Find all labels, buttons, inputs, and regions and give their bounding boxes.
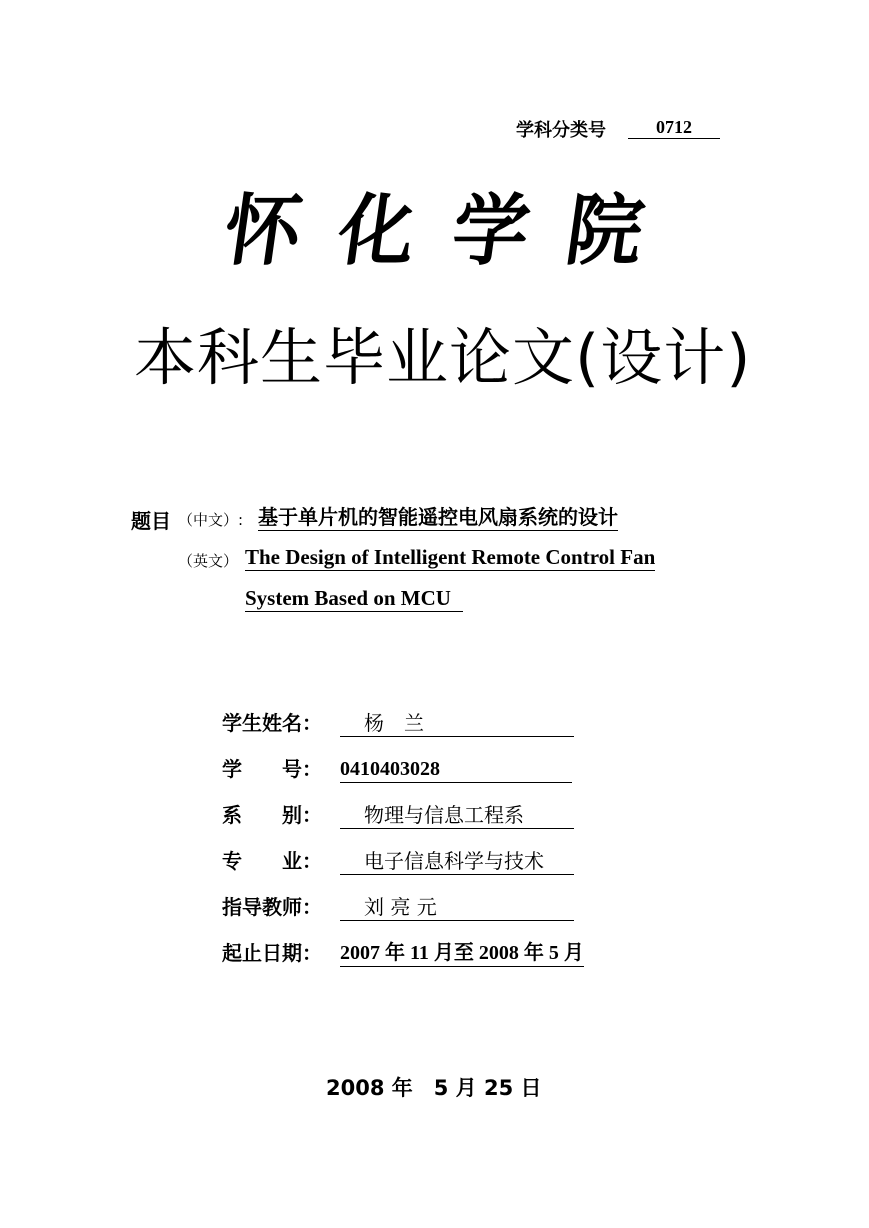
- topic-cn-tag: （中文）:: [178, 511, 244, 529]
- major-label: 专 业：: [222, 849, 322, 873]
- topic-en-title-line1: The Design of Intelligent Remote Control Fan: [245, 545, 656, 569]
- student-name-value: 杨 兰: [340, 710, 574, 737]
- period-value: 2007 年 11 月至 2008 年 5 月: [340, 940, 584, 967]
- department-label: 系 别：: [222, 803, 322, 827]
- submission-date: 2008 年 5 月 25 日: [326, 1076, 542, 1100]
- advisor-label: 指导教师：: [222, 895, 322, 919]
- student-id-value: 0410403028: [340, 756, 572, 783]
- student-name-label: 学生姓名：: [222, 711, 322, 735]
- advisor-value: 刘 亮 元: [340, 894, 574, 921]
- major-value: 电子信息科学与技术: [340, 848, 574, 875]
- department-value: 物理与信息工程系: [340, 802, 574, 829]
- document-title: 本科生毕业论文(设计): [134, 321, 752, 394]
- topic-en-title-line2: System Based on MCU: [245, 586, 463, 612]
- topic-cn-title: 基于单片机的智能遥控电风扇系统的设计: [258, 505, 618, 529]
- classification-label: 学科分类号: [516, 120, 606, 141]
- topic-en-tag: （英文）: [178, 552, 239, 570]
- school-name-calligraphy: 怀化学院: [218, 185, 688, 276]
- topic-label: 题目: [131, 509, 171, 533]
- period-label: 起止日期：: [222, 941, 322, 965]
- student-id-label: 学 号：: [222, 757, 322, 781]
- classification-value: 0712: [628, 116, 720, 139]
